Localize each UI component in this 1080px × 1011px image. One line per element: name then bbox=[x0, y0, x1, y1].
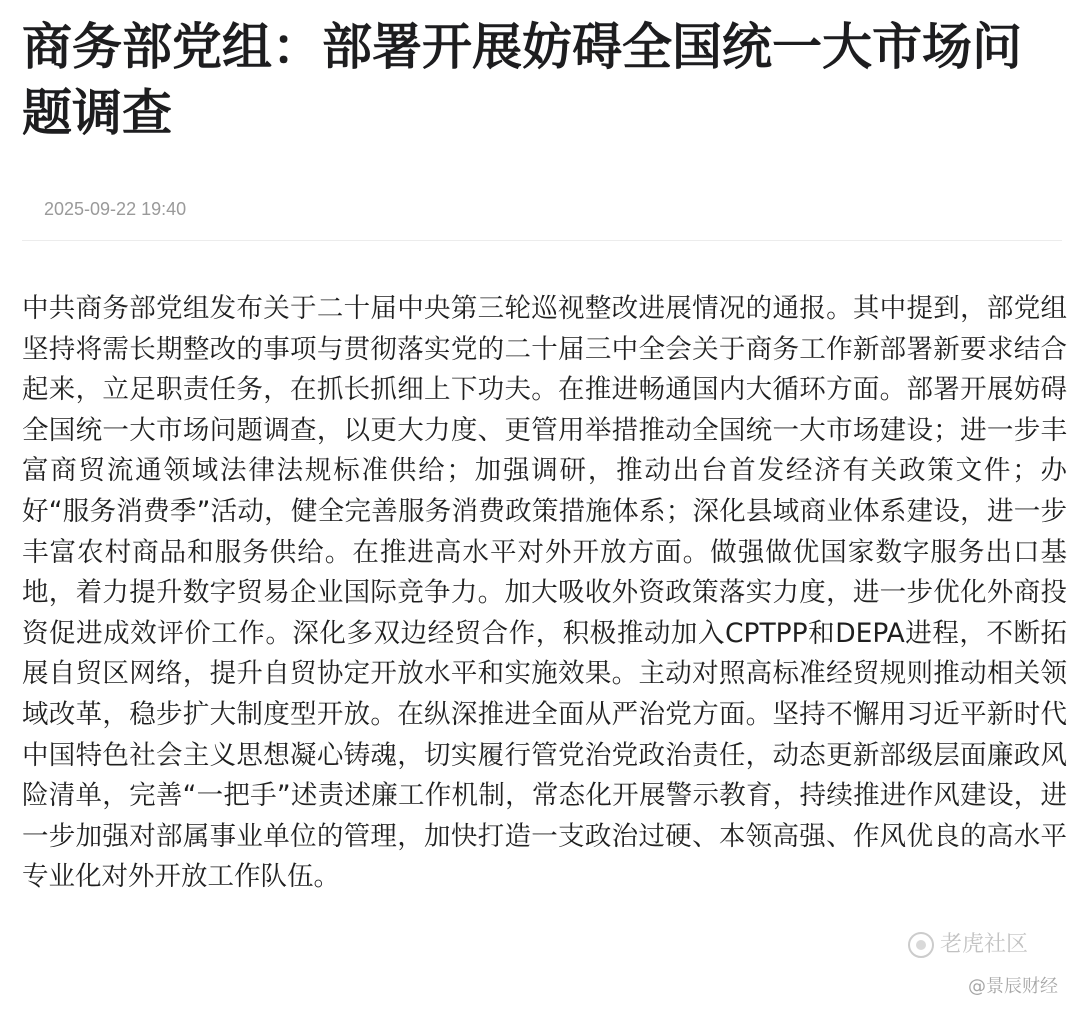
article-title: 商务部党组：部署开展妨碍全国统一大市场问题调查 bbox=[22, 18, 1022, 142]
article-body: 中共商务部党组发布关于二十届中央第三轮巡视整改进展情况的通报。其中提到，部党组坚持将需长期整改的事项与贯彻落实党的二十届三中全会关于商务工作新部署新要求结合起来，立足职责任务，在抓长抓细上下功夫。在推进畅通国内大循环方面。部署开展妨碍全国统一大市场问题调查，以更大力度、更管用举措推动全国统一大市场建设；进一步丰富商贸流通领域法律法规标准供给；加强调研，推动出台首发经济有关政策文件；办好“服务消费季”活动，健全完善服务消费政策措施体系；深化县域商业体系建设，进一步丰富农村商品和服务供给。在推进高水平对外开放方面。做强做优国家数字服务出口基地，着力提升数字贸易企业国际竞争力。加大吸收外资政策落实力度，进一步优化外商投资促进成效评价工作。深化多双边经贸合作，积极推动加入CPTPP和DEPA进程，不断拓展自贸区网络，提升自贸协定开放水平和实施效果。主动对照高标准经贸规则推动相关领域改革，稳步扩大制度型开放。在纵深推进全面从严治党方面。坚持不懈用习近平新时代中国特色社会主义思想凝心铸魂，切实履行管党治党政治责任，动态更新部级层面廉政风险清单，完善“一把手”述责述廉工作机制，常态化开展警示教育，持续推进作风建设，进一步加强对部属事业单位的管理，加快打造一支政治过硬、本领高强、作风优良的高水平专业化对外开放工作队伍。 bbox=[22, 293, 1067, 893]
watermark-site: 老虎社区 bbox=[940, 932, 1029, 957]
publish-timestamp: 2025-09-22 19:40 bbox=[44, 199, 187, 219]
watermark bbox=[908, 931, 1028, 959]
divider bbox=[22, 240, 1062, 241]
tiger-logo-icon bbox=[908, 932, 934, 958]
author-watermark: @景辰财经 bbox=[968, 976, 1058, 997]
